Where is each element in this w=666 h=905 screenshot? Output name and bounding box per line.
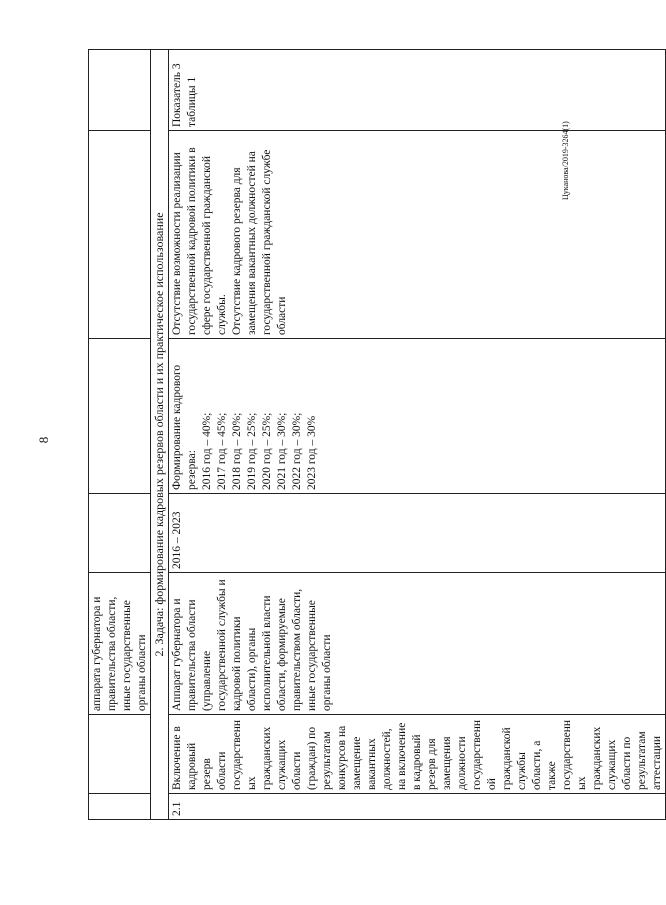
cont-executor-cell: аппарата губернатора и правительства области, иные государственные органы области	[89, 573, 151, 715]
page-number: 8	[36, 436, 51, 444]
document-code: Цуканова/2019-3264(1)	[561, 121, 570, 200]
cont-period-cell	[89, 494, 151, 573]
cont-activity-cell	[89, 715, 151, 794]
plan-table	[88, 49, 666, 820]
cont-result-cell	[89, 339, 151, 494]
cont-number-cell	[89, 794, 151, 820]
activity-cell: Включение в кадровый резерв области государственных гражданских служащих области (граждан) по результатам конкурсов на замещение вакантных должностей, на включение в кадровый резерв для замещения должности государственной гражданской службы области, а также государственных гражданских служащих области по результатам аттестации	[169, 715, 666, 794]
task-header-row	[151, 50, 169, 820]
task-header: 2. Задача: формирование кадровых резервов области и их практическое использование	[151, 50, 169, 820]
table-row	[169, 50, 666, 820]
cont-consequences-cell	[89, 131, 151, 339]
result-cell: Формирование кадрового резерва: 2016 год – 40%; 2017 год – 45%; 2018 год – 20%; 2019 год – 25%; 2020 год – 25%; 2021 год – 30%; 2022 год – 30%; 2023 год – 30%	[169, 339, 666, 494]
executor-cell: Аппарат губернатора и правительства области (управление государственной службы и кадровой политики области), органы исполнительной власти области, формируемые правительством области, иные государственные органы области	[169, 573, 666, 715]
consequences-cell: Отсутствие возможности реализации государственной кадровой политики в сфере государственной гражданской службы. Отсутствие кадрового резерва для замещения вакантных должностей на государственной гражданской службе области	[169, 131, 666, 339]
period-cell: 2016 – 2023	[169, 494, 666, 573]
rotated-table-sheet	[88, 50, 663, 820]
row-number: 2.1	[169, 794, 666, 820]
continuation-row	[89, 50, 151, 820]
cont-link-cell	[89, 50, 151, 131]
indicator-link-cell: Показатель 3 таблицы 1	[169, 50, 666, 131]
